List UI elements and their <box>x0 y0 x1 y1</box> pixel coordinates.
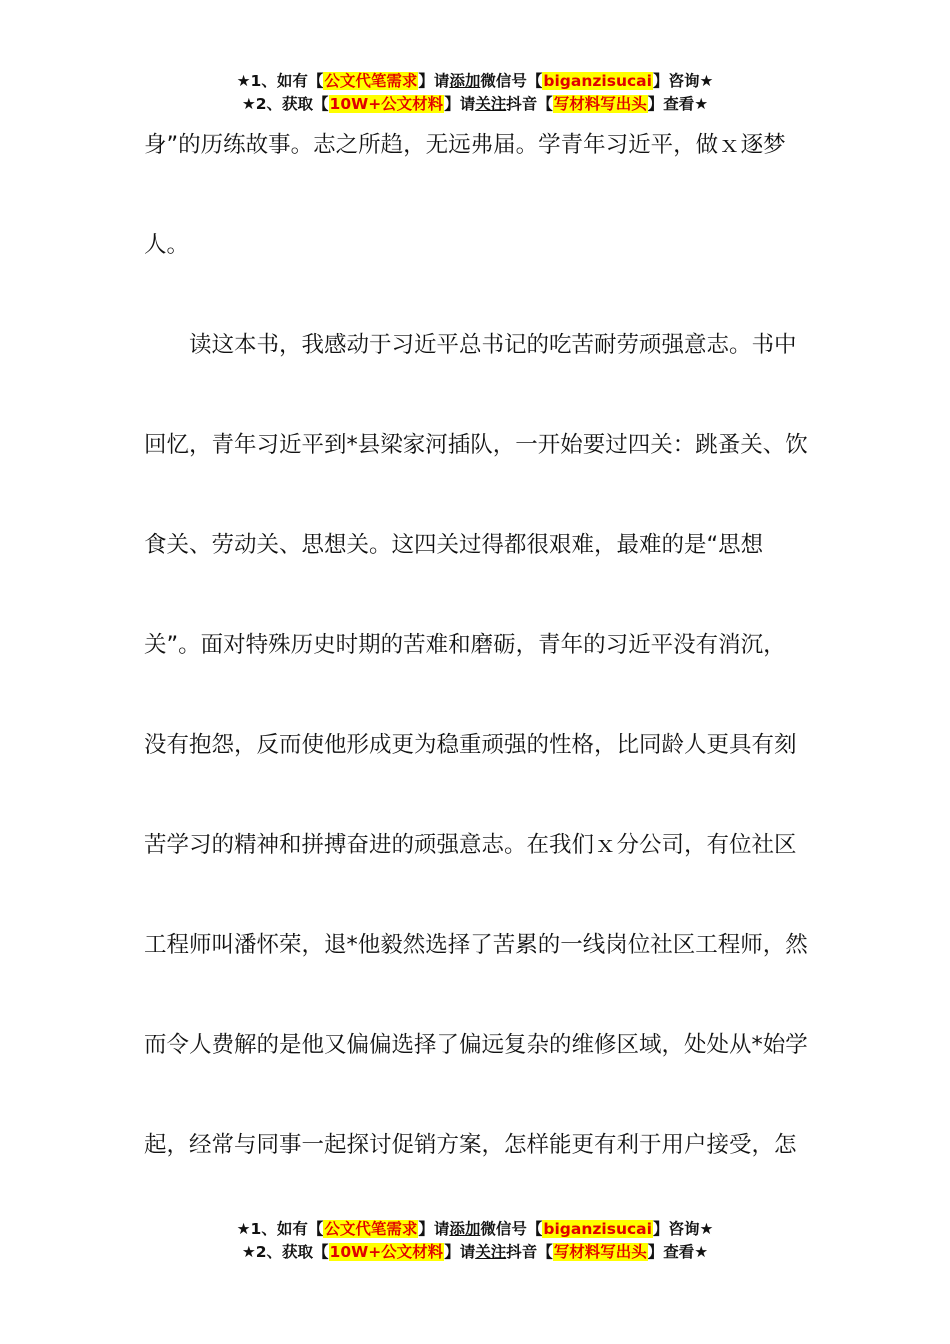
banner-highlight-wechat-id: biganzisucai <box>543 1220 652 1238</box>
banner-highlight-douyin: 写材料写出头 <box>553 95 647 113</box>
banner-underline-follow: 关注 <box>475 1243 507 1261</box>
banner-text: 抖音【 <box>506 1243 553 1261</box>
header-banner <box>0 70 950 116</box>
banner-text: 抖音【 <box>506 95 553 113</box>
body-line: 而令人费解的是他又偏偏选择了偏远复杂的维修区域，处处从*始学 <box>144 1032 808 1058</box>
paragraph-start-line: 读这本书，我感动于习近平总书记的吃苦耐劳顽强意志。书中 <box>189 332 797 358</box>
banner-text: 】请 <box>444 1243 476 1261</box>
banner-text: ★2、获取【 <box>241 95 329 113</box>
banner-highlight-materials: 10W+公文材料 <box>329 1243 444 1261</box>
banner-text: 】请 <box>444 95 476 113</box>
banner-text: 】咨询★ <box>652 72 714 90</box>
banner-highlight-service: 公文代笔需求 <box>324 1220 418 1238</box>
banner-highlight-douyin: 写材料写出头 <box>553 1243 647 1261</box>
banner-line-1 <box>0 1218 950 1241</box>
banner-text: 】请 <box>418 1220 450 1238</box>
banner-highlight-wechat-id: biganzisucai <box>543 72 652 90</box>
banner-underline-follow: 关注 <box>475 95 507 113</box>
banner-text: 】请 <box>418 72 450 90</box>
body-line: 关”。面对特殊历史时期的苦难和磨砺，青年的习近平没有消沉， <box>144 632 786 658</box>
banner-line-2 <box>0 1241 950 1264</box>
banner-underline-add: 添加 <box>449 72 481 90</box>
banner-text: 】查看★ <box>647 1243 709 1261</box>
banner-underline-add: 添加 <box>449 1220 481 1238</box>
banner-text: 】查看★ <box>647 95 709 113</box>
banner-text: ★2、获取【 <box>241 1243 329 1261</box>
banner-highlight-service: 公文代笔需求 <box>324 72 418 90</box>
body-line: 没有抱怨，反而使他形成更为稳重顽强的性格，比同龄人更具有刻 <box>144 732 797 758</box>
body-line: 回忆，青年习近平到*县梁家河插队，一开始要过四关：跳蚤关、饮 <box>144 432 808 458</box>
body-line: 起，经常与同事一起探讨促销方案，怎样能更有利于用户接受，怎 <box>144 1132 797 1158</box>
banner-text: ★1、如有【 <box>236 1220 324 1238</box>
body-line: 工程师叫潘怀荣，退*他毅然选择了苦累的一线岗位社区工程师，然 <box>144 932 808 958</box>
banner-text: ★1、如有【 <box>236 72 324 90</box>
body-line: 食关、劳动关、思想关。这四关过得都很艰难，最难的是“思想 <box>144 532 764 558</box>
banner-line-2 <box>0 93 950 116</box>
banner-line-1 <box>0 70 950 93</box>
document-body <box>144 130 814 1230</box>
banner-text: 微信号【 <box>480 72 543 90</box>
body-line: 人。 <box>144 232 190 258</box>
body-line: 身”的历练故事。志之所趋，无远弗届。学青年习近平，做ｘ逐梦 <box>144 132 786 158</box>
banner-highlight-materials: 10W+公文材料 <box>329 95 444 113</box>
footer-banner <box>0 1218 950 1264</box>
banner-text: 微信号【 <box>480 1220 543 1238</box>
banner-text: 】咨询★ <box>652 1220 714 1238</box>
body-line: 苦学习的精神和拼搏奋进的顽强意志。在我们ｘ分公司，有位社区 <box>144 832 797 858</box>
